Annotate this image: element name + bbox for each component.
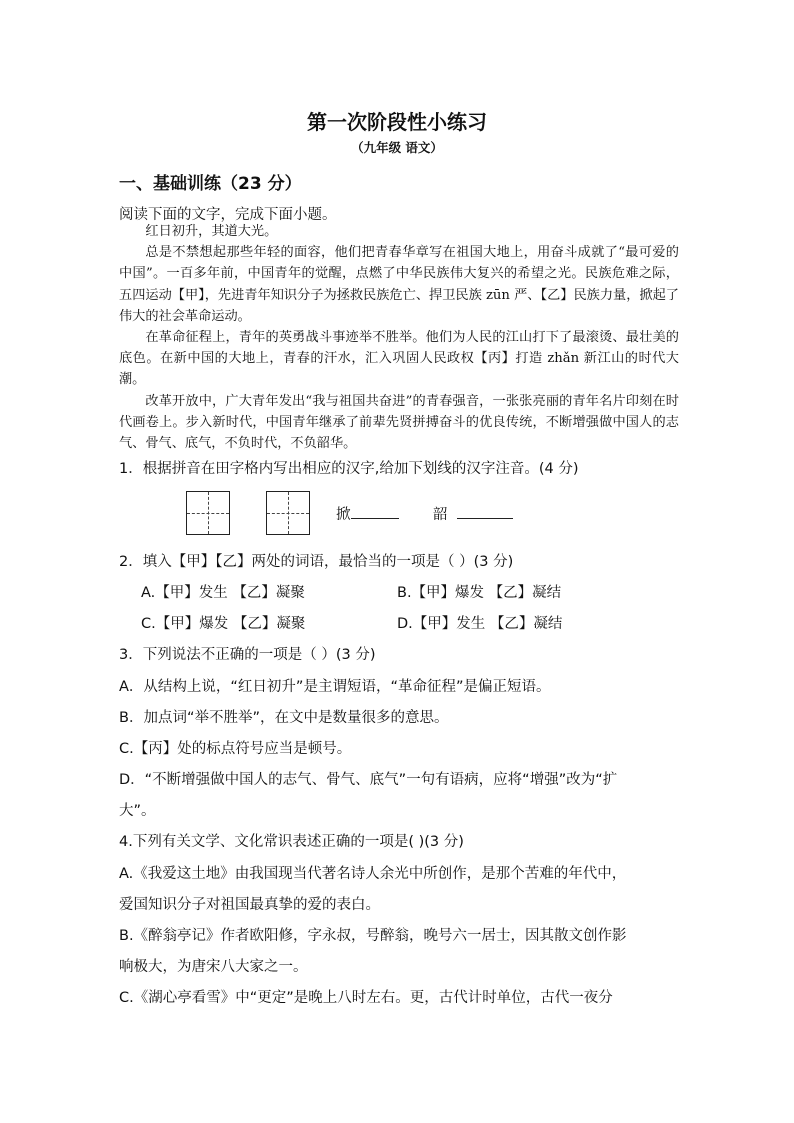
q3-option-c[interactable]: C.【丙】处的标点符号应当是顿号。 [119, 741, 352, 757]
q2-option-c[interactable]: C.【甲】爆发 【乙】凝聚 [141, 616, 306, 632]
question-1-stem: 1．根据拼音在田字格内写出相应的汉字,给加下划线的汉字注音。(4 分) [119, 461, 579, 477]
q4-option-c[interactable]: C.《湖心亭看雪》中“更定”是晚上八时左右。更，古代计时单位，古代一夜分 [119, 990, 613, 1006]
q4-option-a[interactable]: A.《我爱这土地》由我国现当代著名诗人余光中所创作，是那个苦难的年代中， [119, 866, 627, 882]
tianzige-box-1[interactable] [186, 491, 230, 535]
page-title: 第一次阶段性小练习 [307, 110, 487, 134]
tianzige-box-2[interactable] [266, 491, 310, 535]
q3-option-d-cont: 大”。 [119, 803, 156, 819]
question-4-stem: 4.下列有关文学、文化常识表述正确的一项是( )(3 分) [119, 834, 464, 850]
reading-passage [119, 221, 679, 454]
reading-instruction: 阅读下面的文字，完成下面小题。 [119, 207, 337, 223]
page-subtitle: （九年级 语文） [351, 140, 443, 155]
section-heading: 一、基础训练（23 分） [119, 174, 302, 194]
question-2-stem: 2．填入【甲】【乙】两处的词语，最恰当的一项是（ ）(3 分) [119, 554, 514, 570]
pinyin-blank-2[interactable] [457, 504, 513, 519]
q2-option-b[interactable]: B.【甲】爆发 【乙】凝结 [397, 585, 562, 601]
passage-paragraph: 在革命征程上，青年的英勇战斗事迹举不胜举。他们为人民的江山打下了最滚烫、最壮美的底色。在新中国的大地上，青春的汗水，汇入巩固人民政权【丙】打造 zhǎn 新江山的时代大潮。 [119, 330, 679, 388]
passage-paragraph: 红日初升，其道大光。 [145, 224, 278, 239]
passage-paragraph: 总是不禁想起那些年轻的面容，他们把青春华章写在祖国大地上，用奋斗成就了“最可爱的中国”。一百多年前，中国青年的觉醒，点燃了中华民族伟大复兴的希望之光。民族危难之际，五四运动【甲】，先进青年知识分子为拯救民族危亡、捍卫民族 zūn 严、【乙】民族力量，掀起了伟大的社会革命运动。 [119, 245, 679, 324]
q3-option-a[interactable]: A．从结构上说，“红日初升”是主谓短语，“革命征程”是偏正短语。 [119, 679, 551, 695]
q3-option-d[interactable]: D．“不断增强做中国人的志气、骨气、底气”一句有语病，应将“增强”改为“扩 [119, 772, 618, 788]
pinyin-blank-1[interactable] [351, 504, 399, 519]
pinyin-fill-1 [336, 503, 399, 524]
q4-option-a-cont: 爱国知识分子对祖国最真挚的爱的表白。 [119, 897, 380, 913]
q4-option-b-cont: 响极大，为唐宋八大家之一。 [119, 959, 308, 975]
q4-option-b[interactable]: B.《醉翁亭记》作者欧阳修，字永叔，号醉翁，晚号六一居士，因其散文创作影 [119, 928, 627, 944]
question-3-stem: 3．下列说法不正确的一项是（ ）(3 分) [119, 647, 376, 663]
q3-option-b[interactable]: B．加点词“举不胜举”，在文中是数量很多的意思。 [119, 710, 449, 726]
q2-option-d[interactable]: D.【甲】发生 【乙】凝结 [397, 616, 563, 632]
underlined-char-2: 韶 [433, 507, 448, 523]
q2-option-a[interactable]: A.【甲】发生 【乙】凝聚 [141, 585, 305, 601]
passage-paragraph: 改革开放中，广大青年发出“我与祖国共奋进”的青春强音，一张张亮丽的青年名片印刻在时代画卷上。步入新时代，中国青年继承了前辈先贤拼搏奋斗的优良传统，不断增强做中国人的志气、骨气、底气，不负时代，不负韶华。 [119, 393, 679, 452]
pinyin-fill-2 [433, 503, 513, 524]
underlined-char-1: 掀 [336, 507, 351, 523]
